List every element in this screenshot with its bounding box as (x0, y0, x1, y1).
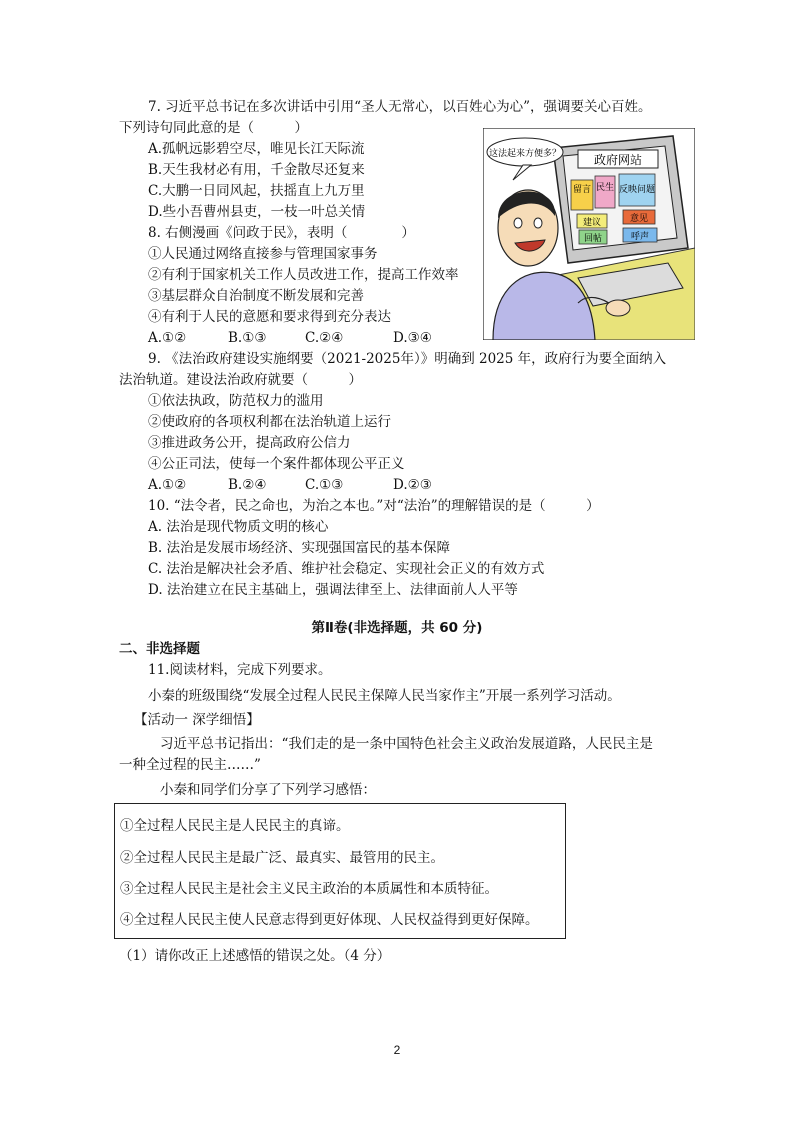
q8-choice-a: A.①② (148, 330, 187, 346)
q9-item-3: ③推进政务公开，提高政府公信力 (148, 435, 351, 451)
note-husheng: 呼声 (630, 232, 650, 242)
note-huitie: 回帖 (583, 234, 603, 244)
reflection-2: ②全过程人民民主是最广泛、最真实、最管用的民主。 (120, 850, 444, 866)
q7-option-b: B.天生我材必有用，千金散尽还复来 (148, 162, 365, 178)
speech-bubble-text: 这法起来方便多？ (488, 149, 562, 159)
q9-stem-line2: 法治轨道。建设法治政府就要（ ） (119, 372, 362, 388)
cartoon-ask-the-people (483, 128, 695, 340)
q7-option-c: C.大鹏一日同风起，扶摇直上九万里 (148, 183, 365, 199)
q8-item-2: ②有利于国家机关工作人员改进工作，提高工作效率 (148, 267, 459, 283)
q9-stem-line1: 9. 《法治政府建设实施纲要（2021-2025年）》明确到 2025 年，政府行为要全面纳入 (148, 351, 667, 367)
q7-stem-line2: 下列诗句同此意的是（ ） (119, 120, 308, 136)
q8-choice-b: B.①③ (228, 330, 267, 346)
note-liuyan: 留言 (572, 185, 592, 195)
q8-stem: 8. 右侧漫画《问政于民》，表明（ ） (148, 225, 415, 241)
quote-line1: 习近平总书记指出：“我们走的是一条中国特色社会主义政治发展道路，人民民主是 (160, 736, 653, 752)
part2-title: 第Ⅱ卷(非选择题，共 60 分) (311, 620, 483, 636)
q9-item-2: ②使政府的各项权利都在法治轨道上运行 (148, 414, 391, 430)
q9-item-1: ①依法执政，防范权力的滥用 (148, 393, 324, 409)
q10-stem: 10. “法令者，民之命也，为治之本也。”对“法治”的理解错误的是（ ） (148, 498, 600, 514)
q11-stem: 11.阅读材料，完成下列要求。 (148, 662, 332, 678)
note-minsheng: 民生 (595, 183, 615, 193)
share-intro: 小秦和同学们分享了下列学习感悟： (160, 782, 376, 798)
quote-line2: 一种全过程的民主……” (119, 757, 261, 773)
screen-title: 政府网站 (593, 153, 643, 167)
q9-choice-b: B.②④ (228, 477, 267, 493)
reflection-3: ③全过程人民民主是社会主义民主政治的本质属性和本质特征。 (120, 881, 498, 897)
q8-item-1: ①人民通过网络直接参与管理国家事务 (148, 246, 378, 262)
q8-item-4: ④有利于人民的意愿和要求得到充分表达 (148, 309, 391, 325)
q10-option-a: A. 法治是现代物质文明的核心 (148, 519, 329, 535)
q8-item-3: ③基层群众自治制度不断发展和完善 (148, 288, 364, 304)
q7-stem-line1: 7. 习近平总书记在多次讲话中引用“圣人无常心，以百姓心为心”，强调要关心百姓。 (148, 99, 652, 115)
q11-sub1: （1）请你改正上述感悟的错误之处。（4 分） (119, 948, 391, 964)
activity-one-heading: 【活动一 深学细悟】 (134, 712, 260, 728)
reflection-1: ①全过程人民民主是人民民主的真谛。 (120, 818, 350, 834)
note-yijian: 意见 (629, 214, 649, 224)
page-number: 2 (393, 1043, 401, 1057)
note-jianyi: 建议 (582, 218, 602, 228)
q7-option-d: D.些小吾曹州县吏，一枝一叶总关情 (148, 204, 366, 220)
q8-choice-d: D.③④ (393, 330, 432, 346)
q10-option-b: B. 法治是发展市场经济、实现强国富民的基本保障 (148, 540, 451, 556)
q11-intro: 小秦的班级围绕“发展全过程人民民主保障人民当家作主”开展一系列学习活动。 (148, 688, 621, 704)
reflection-4: ④全过程人民民主使人民意志得到更好体现、人民权益得到更好保障。 (120, 912, 539, 928)
q10-option-d: D. 法治建立在民主基础上，强调法律至上、法律面前人人平等 (148, 582, 518, 598)
cartoon-drawing (483, 128, 695, 340)
q9-choice-c: C.①③ (305, 477, 344, 493)
section-heading: 二、非选择题 (119, 641, 200, 657)
q10-option-c: C. 法治是解决社会矛盾、维护社会稳定、实现社会正义的有效方式 (148, 561, 545, 577)
q8-choice-c: C.②④ (305, 330, 344, 346)
q9-choice-a: A.①② (148, 477, 187, 493)
q9-choice-d: D.②③ (393, 477, 432, 493)
q9-item-4: ④公正司法，使每一个案件都体现公平正义 (148, 456, 405, 472)
q7-option-a: A.孤帆远影碧空尽，唯见长江天际流 (148, 141, 365, 157)
note-fanying: 反映问题 (618, 185, 656, 195)
